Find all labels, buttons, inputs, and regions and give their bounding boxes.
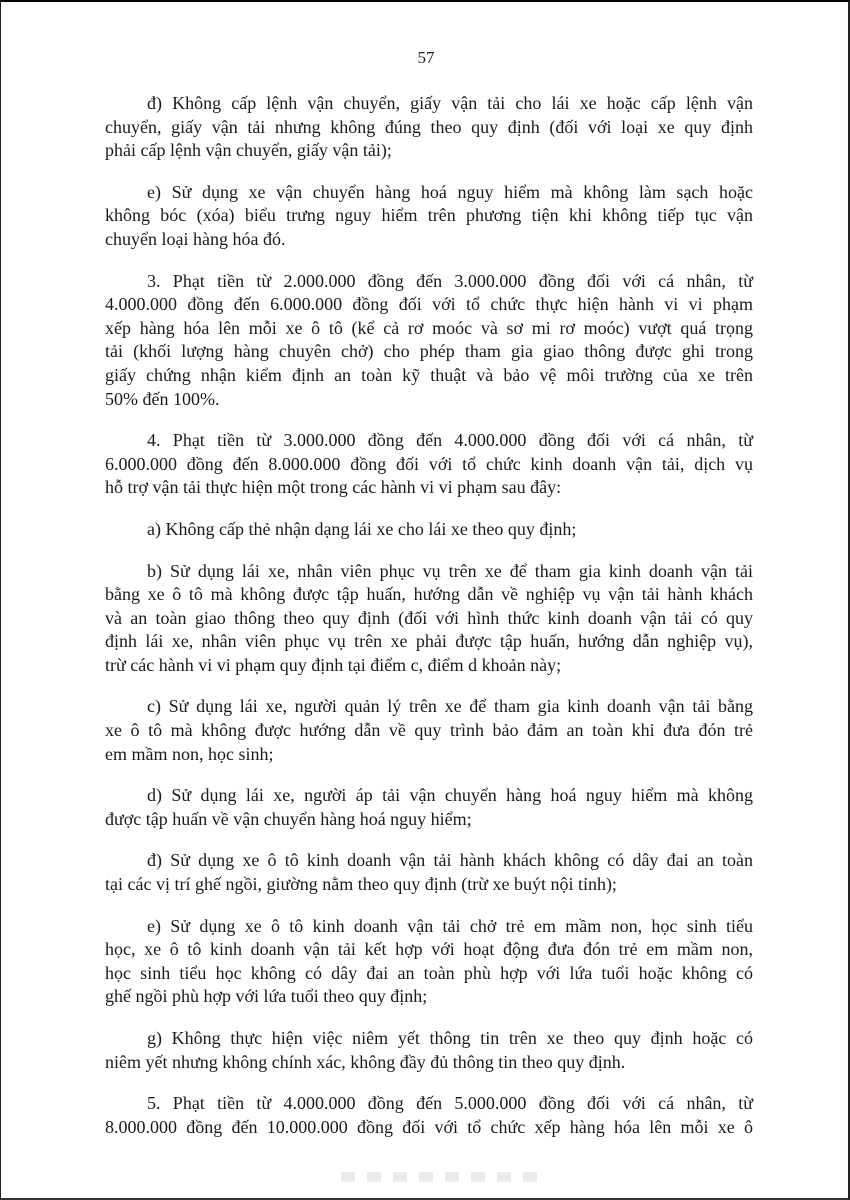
text-line: không bóc (xóa) biểu trưng nguy hiểm trên phương tiện khi không tiếp tục vận (105, 205, 753, 226)
text-line: bằng xe ô tô mà không được tập huấn, hướng dẫn về nghiệp vụ vận tải hành khách (105, 584, 753, 605)
text-line: b) Sử dụng lái xe, nhân viên phục vụ trên xe để tham gia kinh doanh vận tải (147, 560, 753, 581)
text-line: phải cấp lệnh vận chuyển, giấy vận tải); (105, 140, 392, 161)
text-line: chuyển loại hàng hóa đó. (105, 228, 286, 249)
paragraph-clause-4 (105, 429, 753, 500)
paragraph-clause-3 (105, 270, 753, 412)
text-line: ghế ngồi phù hợp với lứa tuổi theo quy định; (105, 986, 428, 1007)
paragraph-item-d (105, 784, 753, 831)
text-line: học, xe ô tô kinh doanh vận tải kết hợp với hoạt động đưa đón trẻ em mầm non, (105, 939, 753, 960)
text-line: và an toàn giao thông theo quy định (đối với hình thức kinh doanh vận tải có quy (105, 607, 753, 628)
text-line: xếp hàng hóa lên mỗi xe ô tô (kể cả rơ moóc và sơ mi rơ moóc) vượt quá trọng (105, 317, 753, 338)
text-line: đ) Không cấp lệnh vận chuyển, giấy vận tải cho lái xe hoặc cấp lệnh vận (147, 93, 753, 113)
text-line: 4. Phạt tiền từ 3.000.000 đồng đến 4.000.000 đồng đối với cá nhân, từ (147, 430, 753, 451)
text-line: g) Không thực hiện việc niêm yết thông tin trên xe theo quy định hoặc có (147, 1028, 753, 1048)
paragraph-item-dd-2 (105, 849, 753, 896)
page-number: 57 (417, 48, 435, 67)
scan-artifact (341, 1172, 541, 1182)
paragraph-item-c (105, 695, 753, 766)
paragraph-item-g (105, 1027, 753, 1074)
document-body (105, 92, 753, 1157)
text-line: 3. Phạt tiền từ 2.000.000 đồng đến 3.000.000 đồng đối với cá nhân, từ (147, 270, 753, 291)
text-line: chuyển, giấy vận tải nhưng không đúng theo quy định (đối với loại xe quy định (105, 116, 753, 137)
text-line: xe ô tô mà không được hướng dẫn về quy trình bảo đảm an toàn khi đưa đón trẻ (105, 720, 753, 741)
text-line: 5. Phạt tiền từ 4.000.000 đồng đến 5.000.000 đồng đối với cá nhân, từ (147, 1093, 753, 1114)
paragraph-item-b (105, 560, 753, 678)
text-line: 8.000.000 đồng đến 10.000.000 đồng đối với tổ chức xếp hàng hóa lên mỗi xe ô (105, 1116, 753, 1137)
text-line: c) Sử dụng lái xe, người quản lý trên xe để tham gia kinh doanh vận tải bằng (147, 696, 753, 717)
text-line: 4.000.000 đồng đến 6.000.000 đồng đối với tổ chức thực hiện hành vi vi phạm (105, 294, 753, 315)
text-line: trừ các hành vi vi phạm quy định tại điểm c, điểm d khoản này; (105, 654, 562, 675)
text-line: tại các vị trí ghế ngồi, giường nằm theo quy định (trừ xe buýt nội tỉnh); (105, 874, 617, 895)
text-line: đ) Sử dụng xe ô tô kinh doanh vận tải hành khách không có dây đai an toàn (147, 850, 753, 871)
text-line: e) Sử dụng xe vận chuyển hàng hoá nguy hiểm mà không làm sạch hoặc (147, 181, 753, 202)
text-line: d) Sử dụng lái xe, người áp tải vận chuyển hàng hoá nguy hiểm mà không (147, 785, 753, 806)
text-line: hỗ trợ vận tải thực hiện một trong các hành vi vi phạm sau đây: (105, 477, 562, 498)
paragraph-item-dd-1 (105, 92, 753, 163)
text-line: học sinh tiểu học không có dây đai an toàn phù hợp với lứa tuổi hoặc không có (105, 962, 753, 983)
text-line: định lái xe, nhân viên phục vụ trên xe phải được tập huấn, hướng dẫn nghiệp vụ), (105, 631, 753, 652)
paragraph-item-a (105, 518, 753, 542)
text-line: 50% đến 100%. (105, 388, 220, 409)
paragraph-clause-5 (105, 1092, 753, 1139)
text-line: giấy chứng nhận kiểm định an toàn kỹ thuật và bảo vệ môi trường của xe trên (105, 364, 753, 385)
text-line: a) Không cấp thẻ nhận dạng lái xe cho lái xe theo quy định; (147, 518, 577, 539)
text-line: niêm yết nhưng không chính xác, không đầy đủ thông tin theo quy định. (105, 1051, 626, 1072)
text-line: e) Sử dụng xe ô tô kinh doanh vận tải chở trẻ em mầm non, học sinh tiểu (147, 915, 753, 936)
text-line: 6.000.000 đồng đến 8.000.000 đồng đối với tổ chức kinh doanh vận tải, dịch vụ (105, 453, 753, 474)
text-line: tải (khối lượng hàng chuyên chở) cho phép tham gia giao thông được ghi trong (105, 341, 753, 362)
text-line: được tập huấn về vận chuyển hàng hoá nguy hiểm; (105, 808, 472, 829)
paragraph-item-e-2 (105, 915, 753, 1009)
text-line: em mầm non, học sinh; (105, 743, 274, 764)
paragraph-item-e-1 (105, 181, 753, 252)
